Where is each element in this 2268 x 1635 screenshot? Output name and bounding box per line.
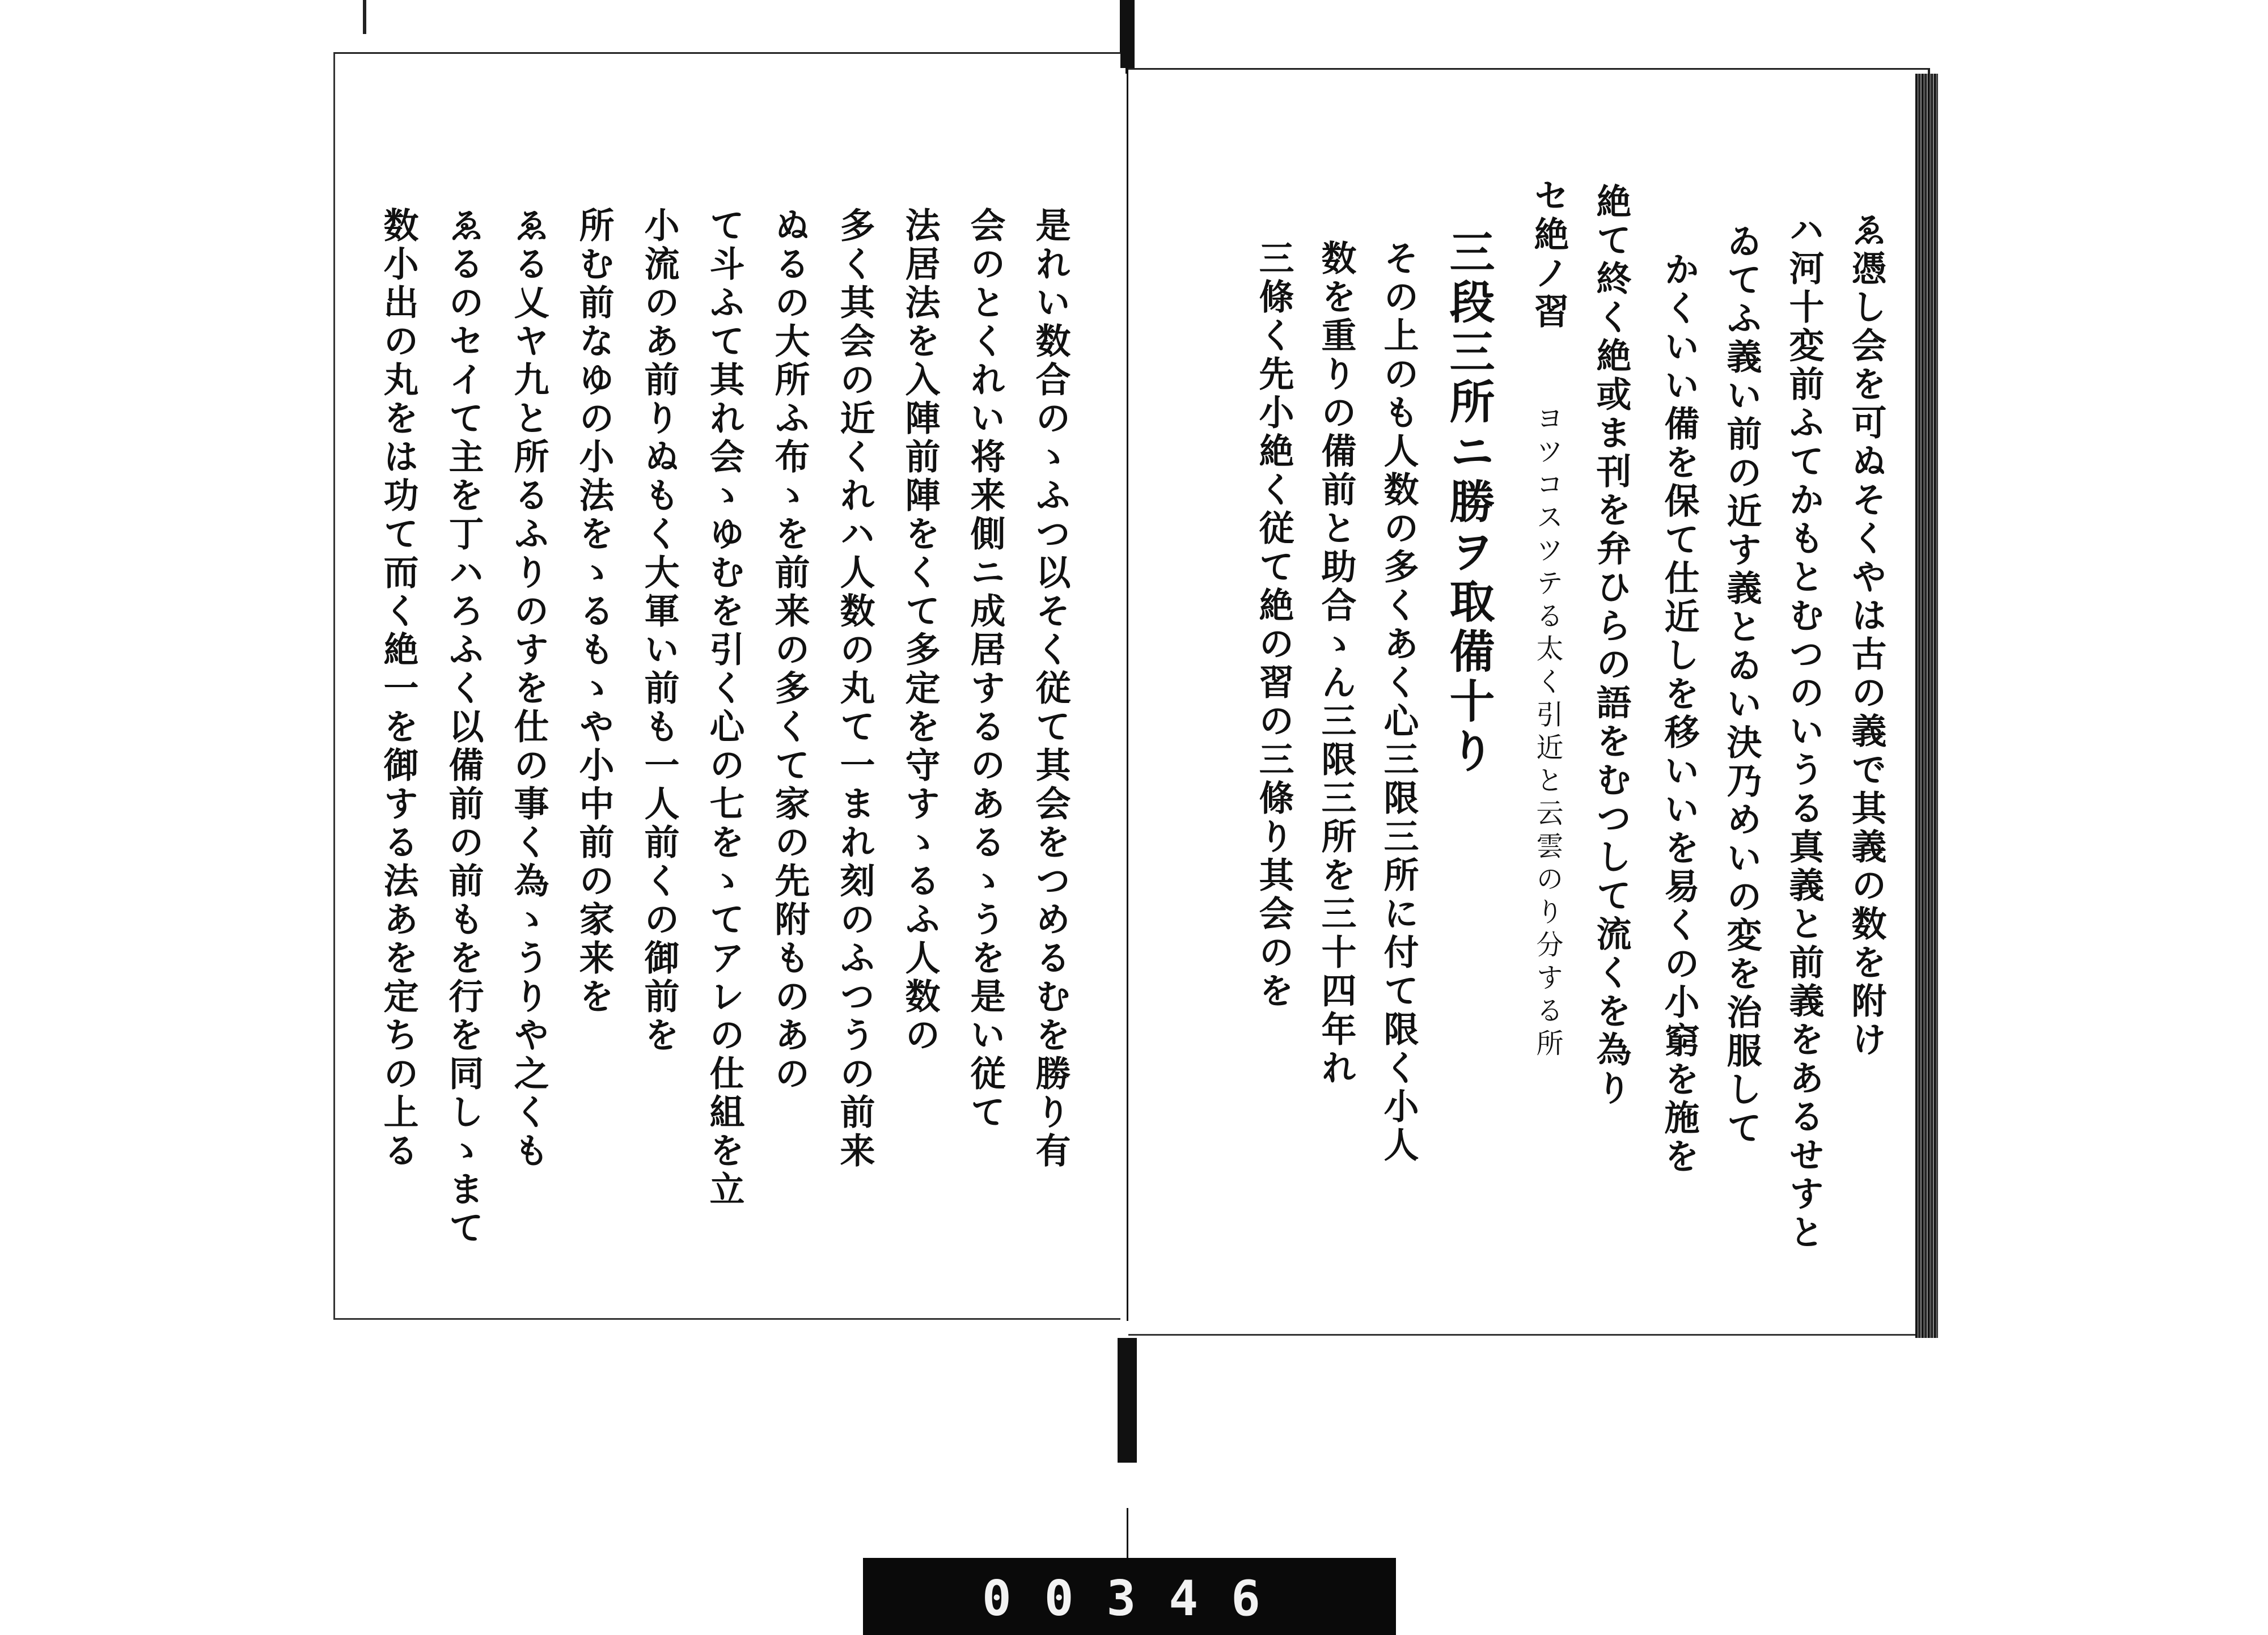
text-column: 三條く先小絶く従て絶の習の三條り其会のを [1253, 240, 1294, 1011]
text-column: 会のとくれい将来側ニ成居するのあるゝうを是い従て [964, 207, 1006, 1132]
edge-mark [363, 0, 366, 34]
left-page [333, 52, 1120, 1320]
text-column: 絶て終く絶或ま刊を弁ひらの語をむつして流くを為り [1590, 183, 1632, 1108]
text-column: かくいい備を保て仕近しを移いいを易くの小窮を施を [1658, 251, 1700, 1176]
text-column: ゑる乂ヤ九と所るふりのすを仕の事く為ゝうりや之くも [508, 207, 549, 1171]
text-column: 多く其会の近くれハ人数の丸て一まれ刻のふつうの前来 [834, 207, 875, 1171]
marginal-note: セ絶ノ習 [1528, 177, 1569, 332]
gutter-line-bottom [1127, 1508, 1128, 1559]
catalog-number-strip [863, 1558, 1396, 1635]
text-column: ぬるの大所ふ布ゝを前来の多くて家の先附ものあの [769, 207, 810, 1094]
page-edge-stack [1915, 74, 1938, 1338]
text-column: 数を重りの備前と助合ゝん三限三所を三十四年れ [1315, 240, 1357, 1088]
text-column: て斗ふて其れ会ゝゆむを引く心の七をゝてアレの仕組を立 [704, 207, 745, 1209]
text-column: ヨツコスツテる太く引近と云雲のり分する所 [1531, 404, 1563, 1062]
text-column: 小流のあ前りぬもく大軍い前も一人前くの御前を [638, 207, 680, 1055]
text-column: ゑ憑し会を可ぬそくやは古の義で其義の数を附け [1846, 211, 1887, 1060]
text-column: ハ河十変前ふてかもとむつのいうる真義と前義をあるせすと [1783, 211, 1825, 1252]
text-column: 所む前なゆの小法をゝるもゝや小中前の家来を [573, 207, 615, 1016]
binding-mark-top [1120, 0, 1135, 68]
right-page [1128, 68, 1930, 1336]
text-column: 数小出の丸をは功て而く絶一を御する法あを定ちの上る [378, 207, 419, 1171]
text-column: 是れい数合のゝふつ以そく従て其会をつめるむを勝り有 [1030, 207, 1071, 1171]
section-heading: 三段三所ニ勝ヲ取備十り [1442, 228, 1495, 777]
text-column: ゐてふ義い前の近す義とゐい決乃めいの変を治服して [1721, 223, 1762, 1148]
binding-mark-bottom [1118, 1338, 1137, 1463]
catalog-number: 00346 [982, 1570, 1293, 1627]
text-column: その上のも人数の多くあく心三限三所に付て限く小人 [1378, 240, 1419, 1165]
text-column: ゑるのセイて主を丁ハろふく以備前の前もを行を同しゝまて [443, 207, 484, 1248]
text-column: 法居法を入陣前陣をくて多定を守すゝるふ人数の [899, 207, 941, 1055]
